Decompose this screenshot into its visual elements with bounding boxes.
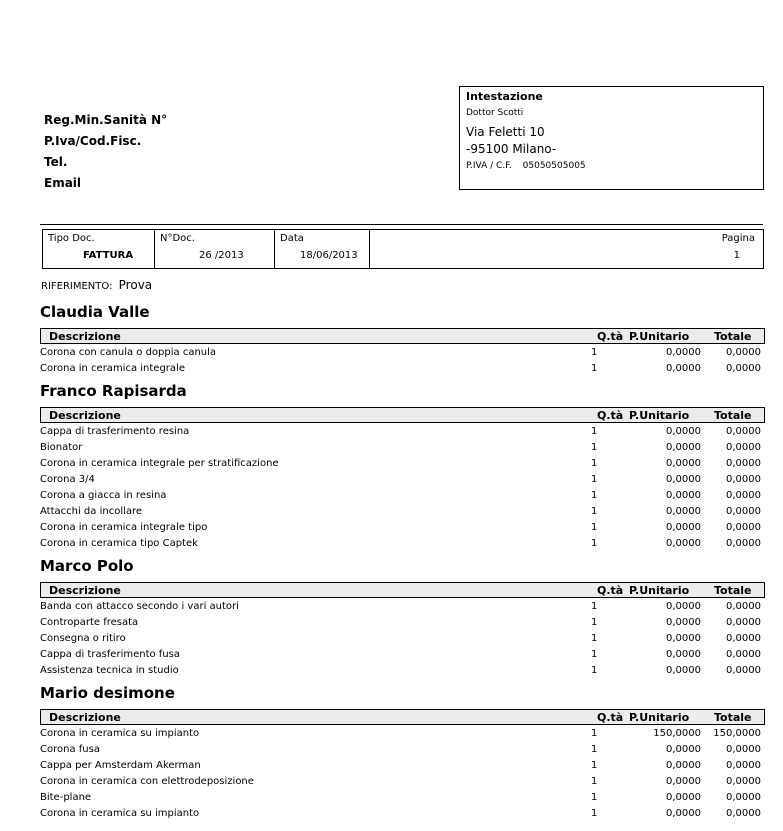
row-descrizione: Corona in ceramica integrale per stratificazione <box>40 458 279 469</box>
tel-label: Tel. <box>44 155 68 169</box>
data-label: Data <box>280 233 304 244</box>
col-descrizione-header: Descrizione <box>49 409 121 422</box>
row-totale: 0,0000 <box>726 617 761 628</box>
row-qta: 1 <box>591 617 598 628</box>
sender-info <box>44 110 167 194</box>
row-punitario: 150,0000 <box>653 728 701 739</box>
row-punitario: 0,0000 <box>666 426 701 437</box>
row-qta: 1 <box>591 458 598 469</box>
row-totale: 0,0000 <box>726 506 761 517</box>
table-row <box>40 536 765 552</box>
table-header <box>40 582 765 598</box>
row-totale: 0,0000 <box>726 792 761 803</box>
row-descrizione: Corona 3/4 <box>40 474 95 485</box>
row-qta: 1 <box>591 442 598 453</box>
table-row <box>40 488 765 504</box>
row-descrizione: Controparte fresata <box>40 617 139 628</box>
row-totale: 0,0000 <box>726 442 761 453</box>
row-punitario: 0,0000 <box>666 776 701 787</box>
row-totale: 0,0000 <box>726 601 761 612</box>
riferimento-value: Prova <box>118 278 153 292</box>
table-row <box>40 456 765 472</box>
row-punitario: 0,0000 <box>666 490 701 501</box>
row-totale: 0,0000 <box>726 760 761 771</box>
row-descrizione: Corona fusa <box>40 744 100 755</box>
row-totale: 0,0000 <box>726 649 761 660</box>
row-descrizione: Banda con attacco secondo i vari autori <box>40 601 239 612</box>
piva-label: P.Iva/Cod.Fisc. <box>44 134 142 148</box>
row-punitario: 0,0000 <box>666 506 701 517</box>
col-descrizione-header: Descrizione <box>49 330 121 343</box>
recipient-address: Via Feletti 10 <box>466 125 545 139</box>
row-totale: 0,0000 <box>726 633 761 644</box>
col-punitario-header: P.Unitario <box>629 584 690 597</box>
row-totale: 0,0000 <box>726 776 761 787</box>
col-descrizione-header: Descrizione <box>49 584 121 597</box>
col-punitario-header: P.Unitario <box>629 711 690 724</box>
row-descrizione: Assistenza tecnica in studio <box>40 665 179 676</box>
row-punitario: 0,0000 <box>666 601 701 612</box>
row-qta: 1 <box>591 633 598 644</box>
num-doc-label: N°Doc. <box>160 233 195 244</box>
row-punitario: 0,0000 <box>666 474 701 485</box>
row-descrizione: Corona in ceramica tipo Captek <box>40 538 198 549</box>
row-descrizione: Corona con canula o doppia canula <box>40 347 217 358</box>
row-descrizione: Corona in ceramica integrale <box>40 363 185 374</box>
row-descrizione: Cappa di trasferimento fusa <box>40 649 180 660</box>
table-row <box>40 361 765 377</box>
email-label: Email <box>44 176 82 190</box>
col-totale-header: Totale <box>714 330 752 343</box>
row-punitario: 0,0000 <box>666 363 701 374</box>
client-name: Claudia Valle <box>40 303 150 321</box>
row-totale: 0,0000 <box>726 458 761 469</box>
row-qta: 1 <box>591 760 598 771</box>
row-qta: 1 <box>591 728 598 739</box>
row-totale: 0,0000 <box>726 474 761 485</box>
col-qta-header: Q.tà <box>597 409 624 422</box>
row-qta: 1 <box>591 808 598 819</box>
row-totale: 0,0000 <box>726 426 761 437</box>
row-descrizione: Corona in ceramica su impianto <box>40 808 200 819</box>
row-punitario: 0,0000 <box>666 649 701 660</box>
row-punitario: 0,0000 <box>666 760 701 771</box>
tipo-doc-cell <box>43 230 155 268</box>
data-cell <box>275 230 370 268</box>
row-qta: 1 <box>591 506 598 517</box>
row-qta: 1 <box>591 776 598 787</box>
row-totale: 150,0000 <box>713 728 761 739</box>
table-row <box>40 663 765 679</box>
row-qta: 1 <box>591 474 598 485</box>
row-descrizione: Corona a giacca in resina <box>40 490 167 501</box>
num-doc-cell <box>155 230 275 268</box>
table-row <box>40 615 765 631</box>
row-qta: 1 <box>591 363 598 374</box>
table-header <box>40 709 765 725</box>
col-descrizione-header: Descrizione <box>49 711 121 724</box>
table-row <box>40 472 765 488</box>
col-punitario-header: P.Unitario <box>629 330 690 343</box>
row-totale: 0,0000 <box>726 347 761 358</box>
row-totale: 0,0000 <box>726 665 761 676</box>
row-descrizione: Cappa per Amsterdam Akerman <box>40 760 201 771</box>
recipient-name: Dottor Scotti <box>466 108 524 118</box>
table-row <box>40 806 765 822</box>
table-row <box>40 758 765 774</box>
recipient-city: -95100 Milano- <box>466 142 557 156</box>
row-punitario: 0,0000 <box>666 808 701 819</box>
row-totale: 0,0000 <box>726 522 761 533</box>
piva-caption: P.IVA / C.F. <box>466 161 512 171</box>
col-qta-header: Q.tà <box>597 711 624 724</box>
row-punitario: 0,0000 <box>666 744 701 755</box>
row-qta: 1 <box>591 522 598 533</box>
table-header <box>40 328 765 344</box>
client-name: Marco Polo <box>40 557 134 575</box>
col-qta-header: Q.tà <box>597 584 624 597</box>
intestazione-box <box>459 86 764 190</box>
table-row <box>40 345 765 361</box>
intestazione-title: Intestazione <box>466 90 543 103</box>
header-divider <box>40 224 763 225</box>
tipo-doc-label: Tipo Doc. <box>48 233 95 244</box>
num-doc-value: 26 /2013 <box>199 250 244 261</box>
row-totale: 0,0000 <box>726 363 761 374</box>
row-punitario: 0,0000 <box>666 347 701 358</box>
row-descrizione: Attacchi da incollare <box>40 506 143 517</box>
col-totale-header: Totale <box>714 409 752 422</box>
pagina-label: Pagina <box>721 233 755 244</box>
row-descrizione: Consegna o ritiro <box>40 633 126 644</box>
row-punitario: 0,0000 <box>666 458 701 469</box>
row-punitario: 0,0000 <box>666 442 701 453</box>
row-qta: 1 <box>591 792 598 803</box>
row-qta: 1 <box>591 347 598 358</box>
table-row <box>40 631 765 647</box>
row-qta: 1 <box>591 490 598 501</box>
table-row <box>40 647 765 663</box>
data-value: 18/06/2013 <box>300 250 358 261</box>
row-totale: 0,0000 <box>726 744 761 755</box>
row-punitario: 0,0000 <box>666 665 701 676</box>
table-row <box>40 440 765 456</box>
row-descrizione: Bite-plane <box>40 792 92 803</box>
row-punitario: 0,0000 <box>666 617 701 628</box>
row-punitario: 0,0000 <box>666 522 701 533</box>
col-qta-header: Q.tà <box>597 330 624 343</box>
col-punitario-header: P.Unitario <box>629 409 690 422</box>
table-row <box>40 424 765 440</box>
row-qta: 1 <box>591 426 598 437</box>
row-punitario: 0,0000 <box>666 633 701 644</box>
client-name: Franco Rapisarda <box>40 382 187 400</box>
row-qta: 1 <box>591 538 598 549</box>
row-descrizione: Cappa di trasferimento resina <box>40 426 190 437</box>
table-row <box>40 742 765 758</box>
col-totale-header: Totale <box>714 584 752 597</box>
row-qta: 1 <box>591 744 598 755</box>
tipo-doc-value: FATTURA <box>83 250 134 261</box>
row-totale: 0,0000 <box>726 808 761 819</box>
riferimento-label: RIFERIMENTO: <box>41 281 113 292</box>
pagina-value: 1 <box>733 250 740 261</box>
table-row <box>40 726 765 742</box>
row-qta: 1 <box>591 665 598 676</box>
piva-value: 05050505005 <box>522 161 586 171</box>
row-totale: 0,0000 <box>726 490 761 501</box>
table-row <box>40 520 765 536</box>
col-totale-header: Totale <box>714 711 752 724</box>
row-totale: 0,0000 <box>726 538 761 549</box>
table-row <box>40 599 765 615</box>
row-descrizione: Corona in ceramica integrale tipo <box>40 522 208 533</box>
row-descrizione: Corona in ceramica su impianto <box>40 728 200 739</box>
row-qta: 1 <box>591 649 598 660</box>
document-info-box <box>42 229 764 269</box>
row-punitario: 0,0000 <box>666 792 701 803</box>
riferimento <box>41 278 152 292</box>
table-header <box>40 407 765 423</box>
row-qta: 1 <box>591 601 598 612</box>
client-name: Mario desimone <box>40 684 175 702</box>
table-row <box>40 774 765 790</box>
row-descrizione: Bionator <box>40 442 83 453</box>
recipient-piva <box>466 161 757 171</box>
reg-min-sanita-label: Reg.Min.Sanità N° <box>44 113 168 127</box>
table-row <box>40 790 765 806</box>
row-punitario: 0,0000 <box>666 538 701 549</box>
row-descrizione: Corona in ceramica con elettrodeposizione <box>40 776 254 787</box>
table-row <box>40 504 765 520</box>
